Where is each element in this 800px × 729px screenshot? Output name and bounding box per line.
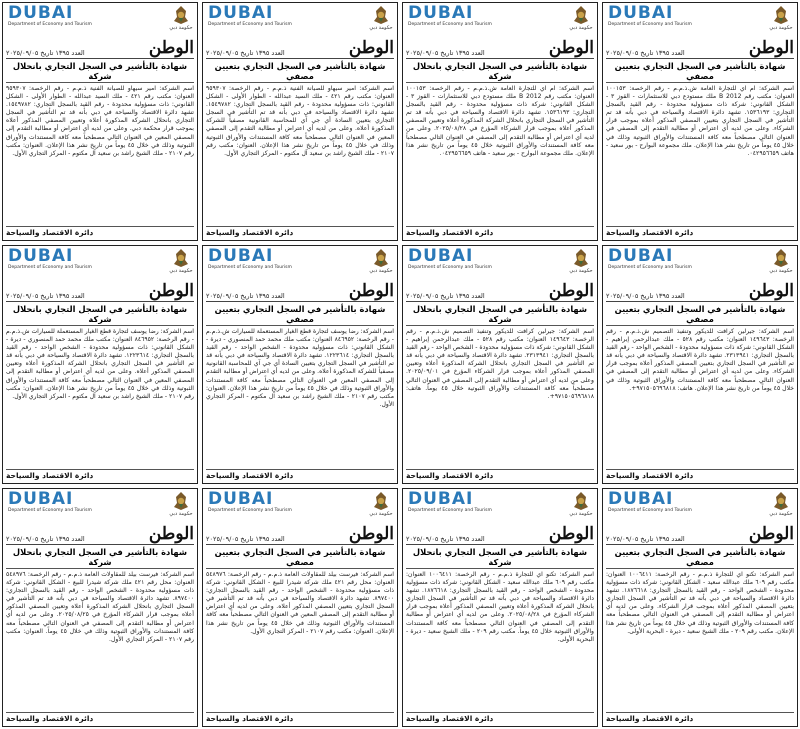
notice-footer: دائرة الاقتصاد والسياحة [206, 226, 394, 238]
dubai-det-logo [608, 491, 692, 513]
dubai-logo-word: DUBAI [208, 3, 274, 23]
notice-text: اسم الشركة: رضا يوسف لتجارة قطع الغيار المستعملة للسيارات ش.ذ.م.م - رقم الرخصة: ٨٤٦٩٥٢ العنوان: مكتب ملك محمد حمد المنصوري - ديرة - الشكل القانوني: ذات مسؤولية محدودة - الشخص الواحد - رقم القيد بالسجل التجاري: ١٢٢٣٦١٤. تشهد دائرة الاقتصاد والسياحة في دبي بأنه قد تم التأشير في السجل التجاري بتعيين السادة أي جي آي للمحاسبة القانونية مصفياً للشركة المذكورة أعلاه. وعلى من لديه أي اعتراض أو مطالبة التقدم إلى المصفي المعين في العنوان التالي مصطحباً معه كافة المستندات والأوراق الثبوتية وذلك في خلال ٤٥ يوماً من تاريخ نشر هذا الإعلان. العنوان: مكتب رقم ٢١٠٧ - ملك الشيخ راشد بن سعيد آل مكتوم - المركز التجاري الأول. [206, 328, 394, 408]
notice-headline: شهادة بالتأشير في السجل التجاري بتعيين مصفي [606, 547, 794, 569]
newspaper-name: الوطن [148, 524, 194, 544]
card-logos [206, 248, 394, 282]
falcon-emblem-icon [372, 248, 390, 268]
notice-headline: شهادة بالتأشير في السجل التجاري بتعيين مصفي [606, 304, 794, 326]
notice-footer: دائرة الاقتصاد والسياحة [406, 712, 594, 724]
issue-date: العدد ١٣٩٥ تاريخ ٢٠٢٥/٠٩/٠٥ [406, 535, 485, 543]
card-logos [6, 491, 194, 525]
newspaper-masthead [406, 525, 594, 545]
notice-text: اسم الشركة: فيرست بيلد للمقاولات العامة ذ.م.م - رقم الرخصة: ٥٤٨٩٧٦ العنوان: محل رقم ٤٢١ ملك شركة شيدرا للبيع - الشكل القانوني: شركة ذات مسؤولية محدودة - الشخص الواحد - رقم القيد بالسجل التجاري: ٨٩٧٤٠٠. تشهد دائرة الاقتصاد والسياحة في دبي بأنه قد تم التأشير في السجل التجاري بانحلال الشركة المذكورة أعلاه وتعيين المصفي المذكور أعلاه بموجب قرار الشركاء المؤرخ في ٢٠٢٥/٠٨/٢٥. وعلى من لديه أي اعتراض أو مطالبة التقدم إلى المصفي في العنوان التالي مصطحباً معه كافة المستندات والأوراق الثبوتية وذلك في خلال ٤٥ يوماً. العنوان: مكتب رقم ٢١٠٧ - المركز التجاري الأول. [6, 571, 194, 643]
newspaper-name: الوطن [548, 524, 594, 544]
issue-date: العدد ١٣٩٥ تاريخ ٢٠٢٥/٠٩/٠٥ [406, 49, 485, 57]
dubai-det-logo [408, 5, 492, 27]
notice-card-12 [602, 488, 798, 727]
government-label: حكومة دبي [769, 25, 793, 31]
notice-body [6, 85, 194, 226]
dubai-det-logo [408, 248, 492, 270]
card-logos [406, 5, 594, 39]
falcon-emblem-icon [172, 5, 190, 25]
dubai-logo-word: DUBAI [608, 3, 674, 23]
newspaper-name: الوطن [748, 38, 794, 58]
dubai-logo-tagline: Department of Economy and Tourism [608, 508, 692, 513]
notice-footer: دائرة الاقتصاد والسياحة [206, 469, 394, 481]
newspaper-masthead [406, 282, 594, 302]
newspaper-name: الوطن [748, 524, 794, 544]
notice-card-6 [202, 245, 398, 484]
notice-body [606, 328, 794, 469]
dubai-logo-word: DUBAI [208, 489, 274, 509]
newspaper-masthead [6, 525, 194, 545]
dubai-det-logo [208, 248, 292, 270]
dubai-det-logo [208, 5, 292, 27]
notice-grid [2, 2, 798, 727]
dubai-logo-tagline: Department of Economy and Tourism [608, 265, 692, 270]
notice-footer: دائرة الاقتصاد والسياحة [6, 712, 194, 724]
newspaper-masthead [606, 39, 794, 59]
notice-body [206, 328, 394, 469]
newspaper-name: الوطن [148, 281, 194, 301]
government-label: حكومة دبي [369, 25, 393, 31]
newspaper-masthead [206, 39, 394, 59]
notice-body [406, 571, 594, 712]
falcon-emblem-icon [372, 5, 390, 25]
dubai-det-logo [408, 491, 492, 513]
notice-body [406, 328, 594, 469]
government-label: حكومة دبي [769, 511, 793, 517]
government-crest [768, 5, 794, 33]
notice-headline: شهادة بالتأشير في السجل التجاري بتعيين مصفي [206, 547, 394, 569]
notice-card-11 [402, 488, 598, 727]
falcon-emblem-icon [172, 491, 190, 511]
notice-body [606, 571, 794, 712]
government-crest [368, 491, 394, 519]
dubai-logo-tagline: Department of Economy and Tourism [408, 22, 492, 27]
notice-text: اسم الشركة: امير سيهاو للصيانة الفنية ذ.م.م - رقم الرخصة: ٩٥٩٣٠٧ العنوان: مكتب رقم ٤٢١ - ملك السيد عبدالله - الطوار الأولى - الشكل القانوني: ذات مسؤولية محدودة - رقم القيد بالسجل التجاري: ١٥٤٩٧٨٢. تشهد دائرة الاقتصاد والسياحة في دبي بأنه قد تم التأشير في السجل التجاري بتعيين السادة أي جي آي للمحاسبة القانونية مصفياً للشركة المذكورة أعلاه. وعلى من لديه أي اعتراض أو مطالبة التقدم إلى المصفي المعين في العنوان التالي مصطحباً معه كافة المستندات والأوراق الثبوتية وذلك في خلال ٤٥ يوماً من تاريخ نشر هذا الإعلان. العنوان: مكتب رقم ٢١٠٧ - ملك الشيخ راشد بن سعيد آل مكتوم - المركز التجاري الأول. [206, 85, 394, 157]
notice-text: اسم الشركة: ام اي للتجارة العامة ش.ذ.م.م - رقم الرخصة: ١٠٠١٥٣ العنوان: مكتب رقم B 2012 ملك مستودع دبي للاستثمارات - القوز ٣ - الشكل القانوني: شركة ذات مسؤولية محدودة - رقم القيد بالسجل التجاري: ١٥٣٦١٩٣. تشهد دائرة الاقتصاد والسياحة في دبي بأنه قد تم التأشير في السجل التجاري بتعيين المصفي المذكور أعلاه بموجب قرار الشركاء. وعلى من لديه أي اعتراض أو مطالبة التقدم إلى المصفي في العنوان التالي مصطحباً معه كافة المستندات والأوراق الثبوتية وذلك في خلال ٤٥ يوماً من تاريخ نشر هذا الإعلان. ملك مجموعة البوارح - بور سعيد - هاتف ٠٤٢٩٥٦٦٥٩. [606, 85, 794, 157]
government-crest [568, 248, 594, 276]
falcon-emblem-icon [772, 491, 790, 511]
newspaper-masthead [206, 525, 394, 545]
notice-body [6, 328, 194, 469]
government-crest [168, 5, 194, 33]
notice-headline: شهادة بالتأشير في السجل التجاري بانحلال شركة [6, 61, 194, 83]
card-logos [6, 248, 194, 282]
notice-text: اسم الشركة: ام اي للتجارة العامة ش.ذ.م.م - رقم الرخصة: ١٠٠١٥٣ العنوان: مكتب رقم B 2012 ملك مستودع دبي للاستثمارات - القوز ٣ - الشكل القانوني: شركة ذات مسؤولية محدودة - رقم القيد بالسجل التجاري: ١٥٣٦١٩٣. تشهد دائرة الاقتصاد والسياحة في دبي بأنه قد تم التأشير في السجل التجاري بانحلال الشركة المذكورة أعلاه وتعيين المصفي المذكور أعلاه بموجب قرار الشركاء المؤرخ في ٢٠٢٥/٠٨/٢٨. وعلى من لديه أي اعتراض أو مطالبة التقدم إلى المصفي في العنوان التالي مصطحباً معه كافة المستندات والأوراق الثبوتية خلال ٤٥ يوماً من تاريخ نشر هذا الإعلان. ملك مجموعة البوارح - بور سعيد - هاتف ٠٤٢٩٥٦٦٥٩. [406, 85, 594, 157]
notice-text: اسم الشركة: امير سيهاو للصيانة الفنية ذ.م.م - رقم الرخصة: ٩٥٩٣٠٧ العنوان: مكتب رقم ٤٢١ - ملك السيد عبدالله - الطوار الأولى - الشكل القانوني: ذات مسؤولية محدودة - رقم القيد بالسجل التجاري: ١٥٤٩٧٨٢. تشهد دائرة الاقتصاد والسياحة في دبي بأنه قد تم التأشير في السجل التجاري بانحلال الشركة المذكورة أعلاه وتعيين المصفي المذكور أعلاه بموجب قرار محكمة دبي. وعلى من لديه أي اعتراض أو مطالبة التقدم إلى المصفي المعين في العنوان التالي مصطحباً معه كافة المستندات والأوراق الثبوتية وذلك في خلال ٤٥ يوماً من تاريخ نشر هذا الإعلان. العنوان: مكتب رقم ٢١٠٧ - ملك الشيخ راشد بن سعيد آل مكتوم - المركز التجاري الأول. [6, 85, 194, 157]
newspaper-masthead [406, 39, 594, 59]
notice-text: اسم الشركة: تكنو آي للتجارة ذ.م.م - رقم الرخصة: ١٠٠٦٤١١ العنوان: مكتب رقم ٦٠٩ ملك عبدالله سعيد - الشكل القانوني: شركة ذات مسؤولية محدودة - الشخص الواحد - رقم القيد بالسجل التجاري: ١٨٧٦٦١٨. تشهد دائرة الاقتصاد والسياحة في دبي بأنه قد تم التأشير في السجل التجاري بتعيين المصفي المذكور أعلاه بموجب قرار الشركاء. وعلى من لديه أي اعتراض أو مطالبة التقدم إلى المصفي في العنوان التالي مصطحباً معه كافة المستندات والأوراق الثبوتية وذلك في خلال ٤٥ يوماً من تاريخ نشر هذا الإعلان. مكتب رقم ٢٠٩ - ملك الشيخ سعيد - ديرة - البحرية الأولى. [606, 571, 794, 635]
notice-card-1 [2, 2, 198, 241]
notice-body [206, 85, 394, 226]
newspaper-name: الوطن [748, 281, 794, 301]
government-label: حكومة دبي [569, 25, 593, 31]
government-crest [168, 491, 194, 519]
issue-date: العدد ١٣٩٥ تاريخ ٢٠٢٥/٠٩/٠٥ [406, 292, 485, 300]
dubai-logo-word: DUBAI [8, 3, 74, 23]
notice-card-9 [2, 488, 198, 727]
notice-headline: شهادة بالتأشير في السجل التجاري بتعيين مصفي [206, 304, 394, 326]
issue-date: العدد ١٣٩٥ تاريخ ٢٠٢٥/٠٩/٠٥ [606, 535, 685, 543]
dubai-logo-word: DUBAI [408, 489, 474, 509]
dubai-logo-word: DUBAI [608, 489, 674, 509]
government-crest [368, 5, 394, 33]
newspaper-masthead [206, 282, 394, 302]
card-logos [406, 248, 594, 282]
notice-headline: شهادة بالتأشير في السجل التجاري بانحلال شركة [406, 61, 594, 83]
notice-headline: شهادة بالتأشير في السجل التجاري بانحلال شركة [406, 547, 594, 569]
dubai-logo-word: DUBAI [208, 246, 274, 266]
notice-footer: دائرة الاقتصاد والسياحة [6, 469, 194, 481]
falcon-emblem-icon [372, 491, 390, 511]
government-crest [368, 248, 394, 276]
newspaper-name: الوطن [348, 38, 394, 58]
notice-text: اسم الشركة: فيرست بيلد للمقاولات العامة ذ.م.م - رقم الرخصة: ٥٤٨٩٧٦ العنوان: محل رقم ٤٢١ ملك شركة شيدرا للبيع - الشكل القانوني: شركة ذات مسؤولية محدودة - الشخص الواحد - رقم القيد بالسجل التجاري: ٨٩٧٤٠٠. تشهد دائرة الاقتصاد والسياحة في دبي بأنه قد تم التأشير في السجل التجاري بتعيين المصفي المذكور أعلاه. وعلى من لديه أي اعتراض أو مطالبة التقدم إلى المصفي المعين في العنوان التالي مصطحباً معه كافة المستندات والأوراق الثبوتية وذلك في خلال ٤٥ يوماً من تاريخ نشر هذا الإعلان. العنوان: مكتب رقم ٢١٠٧ - المركز التجاري الأول. [206, 571, 394, 635]
notice-text: اسم الشركة: جيرلين كرافت للديكور وتنفيذ التصميم ش.ذ.م.م - رقم الرخصة: ١٤٩٦٤٣ العنوان: مكتب رقم ٥٢٨ - ملك عبدالرحمن إبراهيم - الشكل القانوني: شركة ذات مسؤولية محدودة - الشخص الواحد - رقم القيد بالسجل التجاري: ٢٣١٣٩٤١. تشهد دائرة الاقتصاد والسياحة في دبي بأنه قد تم التأشير في السجل التجاري بتعيين المصفي المذكور أعلاه بموجب قرار الشركاء. وعلى من لديه أي اعتراض أو مطالبة التقدم إلى المصفي في العنوان التالي مصطحباً معه كافة المستندات والأوراق الثبوتية وذلك في خلال ٤٥ يوماً من تاريخ نشر هذا الإعلان. هاتف: ٩٧١٥٠٥٦٩٦٨١٨+. [606, 328, 794, 392]
issue-date: العدد ١٣٩٥ تاريخ ٢٠٢٥/٠٩/٠٥ [6, 49, 85, 57]
dubai-logo-tagline: Department of Economy and Tourism [8, 265, 92, 270]
notice-footer: دائرة الاقتصاد والسياحة [406, 226, 594, 238]
newspaper-name: الوطن [548, 281, 594, 301]
notice-card-5 [2, 245, 198, 484]
dubai-logo-word: DUBAI [8, 246, 74, 266]
falcon-emblem-icon [572, 5, 590, 25]
dubai-logo-tagline: Department of Economy and Tourism [8, 508, 92, 513]
newspaper-masthead [6, 39, 194, 59]
government-label: حكومة دبي [569, 268, 593, 274]
newspaper-name: الوطن [148, 38, 194, 58]
government-crest [768, 248, 794, 276]
dubai-logo-word: DUBAI [608, 246, 674, 266]
notice-headline: شهادة بالتأشير في السجل التجاري بانحلال شركة [6, 547, 194, 569]
issue-date: العدد ١٣٩٥ تاريخ ٢٠٢٥/٠٩/٠٥ [206, 292, 285, 300]
falcon-emblem-icon [172, 248, 190, 268]
government-crest [568, 5, 594, 33]
notice-text: اسم الشركة: رضا يوسف لتجارة قطع الغيار المستعملة للسيارات ش.ذ.م.م - رقم الرخصة: ٨٤٦٩٥٢ العنوان: مكتب ملك محمد حمد المنصوري - ديرة - الشكل القانوني: ذات مسؤولية محدودة - الشخص الواحد - رقم القيد بالسجل التجاري: ١٢٢٣٦١٤. تشهد دائرة الاقتصاد والسياحة في دبي بأنه قد تم التأشير في السجل التجاري بانحلال الشركة المذكورة أعلاه وتعيين المصفي المذكور أعلاه. وعلى من لديه أي اعتراض أو مطالبة التقدم إلى المصفي المعين في العنوان التالي مصطحباً معه كافة المستندات والأوراق الثبوتية وذلك في خلال ٤٥ يوماً من تاريخ نشر هذا الإعلان. العنوان: مكتب رقم ٢١٠٧ - ملك الشيخ راشد بن سعيد آل مكتوم - المركز التجاري الأول. [6, 328, 194, 400]
newspaper-masthead [6, 282, 194, 302]
government-crest [168, 248, 194, 276]
notice-body [406, 85, 594, 226]
government-label: حكومة دبي [369, 511, 393, 517]
newspaper-name: الوطن [348, 281, 394, 301]
newspaper-masthead [606, 282, 794, 302]
dubai-logo-word: DUBAI [408, 3, 474, 23]
issue-date: العدد ١٣٩٥ تاريخ ٢٠٢٥/٠٩/٠٥ [6, 292, 85, 300]
notice-footer: دائرة الاقتصاد والسياحة [606, 469, 794, 481]
notice-footer: دائرة الاقتصاد والسياحة [606, 712, 794, 724]
issue-date: العدد ١٣٩٥ تاريخ ٢٠٢٥/٠٩/٠٥ [6, 535, 85, 543]
government-crest [768, 491, 794, 519]
government-label: حكومة دبي [169, 511, 193, 517]
notice-card-8 [602, 245, 798, 484]
government-label: حكومة دبي [169, 25, 193, 31]
notice-card-2 [202, 2, 398, 241]
dubai-logo-tagline: Department of Economy and Tourism [208, 22, 292, 27]
dubai-det-logo [608, 248, 692, 270]
notice-card-10 [202, 488, 398, 727]
government-label: حكومة دبي [369, 268, 393, 274]
notice-body [606, 85, 794, 226]
dubai-logo-tagline: Department of Economy and Tourism [8, 22, 92, 27]
newspaper-name: الوطن [548, 38, 594, 58]
notice-headline: شهادة بالتأشير في السجل التجاري بانحلال شركة [406, 304, 594, 326]
dubai-logo-tagline: Department of Economy and Tourism [608, 22, 692, 27]
government-crest [568, 491, 594, 519]
card-logos [606, 248, 794, 282]
issue-date: العدد ١٣٩٥ تاريخ ٢٠٢٥/٠٩/٠٥ [606, 49, 685, 57]
dubai-det-logo [8, 491, 92, 513]
issue-date: العدد ١٣٩٥ تاريخ ٢٠٢٥/٠٩/٠٥ [606, 292, 685, 300]
issue-date: العدد ١٣٩٥ تاريخ ٢٠٢٥/٠٩/٠٥ [206, 535, 285, 543]
dubai-logo-tagline: Department of Economy and Tourism [408, 265, 492, 270]
dubai-det-logo [8, 5, 92, 27]
dubai-det-logo [208, 491, 292, 513]
notice-body [6, 571, 194, 712]
notice-card-3 [402, 2, 598, 241]
card-logos [606, 491, 794, 525]
notice-headline: شهادة بالتأشير في السجل التجاري بتعيين مصفي [606, 61, 794, 83]
card-logos [206, 491, 394, 525]
falcon-emblem-icon [772, 5, 790, 25]
notice-headline: شهادة بالتأشير في السجل التجاري بتعيين مصفي [206, 61, 394, 83]
card-logos [606, 5, 794, 39]
card-logos [206, 5, 394, 39]
notice-footer: دائرة الاقتصاد والسياحة [606, 226, 794, 238]
dubai-logo-word: DUBAI [408, 246, 474, 266]
notice-headline: شهادة بالتأشير في السجل التجاري بانحلال شركة [6, 304, 194, 326]
dubai-det-logo [608, 5, 692, 27]
dubai-logo-word: DUBAI [8, 489, 74, 509]
dubai-logo-tagline: Department of Economy and Tourism [208, 265, 292, 270]
newspaper-name: الوطن [348, 524, 394, 544]
notice-text: اسم الشركة: تكنو آي للتجارة ذ.م.م - رقم الرخصة: ١٠٠٦٤١١ العنوان: مكتب رقم ٦٠٩ ملك عبدالله سعيد - الشكل القانوني: شركة ذات مسؤولية محدودة - الشخص الواحد - رقم القيد بالسجل التجاري: ١٨٧٦٦١٨. تشهد دائرة الاقتصاد والسياحة في دبي بأنه قد تم التأشير في السجل التجاري بانحلال الشركة المذكورة أعلاه وتعيين المصفي المذكور أعلاه بموجب قرار الشركاء المؤرخ في ٢٠٢٥/٠٨/٢٨. وعلى من لديه أي اعتراض أو مطالبة التقدم إلى المصفي في العنوان التالي مصطحباً معه كافة المستندات والأوراق الثبوتية خلال ٤٥ يوماً. مكتب رقم ٢٠٩ - ملك الشيخ سعيد - ديرة - البحرية الأولى. [406, 571, 594, 643]
falcon-emblem-icon [572, 248, 590, 268]
dubai-det-logo [8, 248, 92, 270]
government-label: حكومة دبي [169, 268, 193, 274]
notice-footer: دائرة الاقتصاد والسياحة [206, 712, 394, 724]
dubai-logo-tagline: Department of Economy and Tourism [408, 508, 492, 513]
notice-footer: دائرة الاقتصاد والسياحة [6, 226, 194, 238]
notice-card-4 [602, 2, 798, 241]
notice-footer: دائرة الاقتصاد والسياحة [406, 469, 594, 481]
issue-date: العدد ١٣٩٥ تاريخ ٢٠٢٥/٠٩/٠٥ [206, 49, 285, 57]
card-logos [6, 5, 194, 39]
notice-text: اسم الشركة: جيرلين كرافت للديكور وتنفيذ التصميم ش.ذ.م.م - رقم الرخصة: ١٤٩٦٤٣ العنوان: مكتب رقم ٥٢٨ - ملك عبدالرحمن إبراهيم - الشكل القانوني: شركة ذات مسؤولية محدودة - الشخص الواحد - رقم القيد بالسجل التجاري: ٢٣١٣٩٤١. تشهد دائرة الاقتصاد والسياحة في دبي بأنه قد تم التأشير في السجل التجاري بانحلال الشركة المذكورة أعلاه وتعيين المصفي المذكور أعلاه بموجب قرار الشركاء المؤرخ في ٢٠٢٥/٠٩/٠١. وعلى من لديه أي اعتراض أو مطالبة التقدم إلى المصفي في العنوان التالي مصطحباً معه كافة المستندات والأوراق الثبوتية خلال ٤٥ يوماً. هاتف: ٩٧١٥٠٥٦٩٦٨١٨+. [406, 328, 594, 400]
falcon-emblem-icon [772, 248, 790, 268]
notice-card-7 [402, 245, 598, 484]
falcon-emblem-icon [572, 491, 590, 511]
card-logos [406, 491, 594, 525]
notice-body [206, 571, 394, 712]
newspaper-masthead [606, 525, 794, 545]
government-label: حكومة دبي [569, 511, 593, 517]
dubai-logo-tagline: Department of Economy and Tourism [208, 508, 292, 513]
government-label: حكومة دبي [769, 268, 793, 274]
